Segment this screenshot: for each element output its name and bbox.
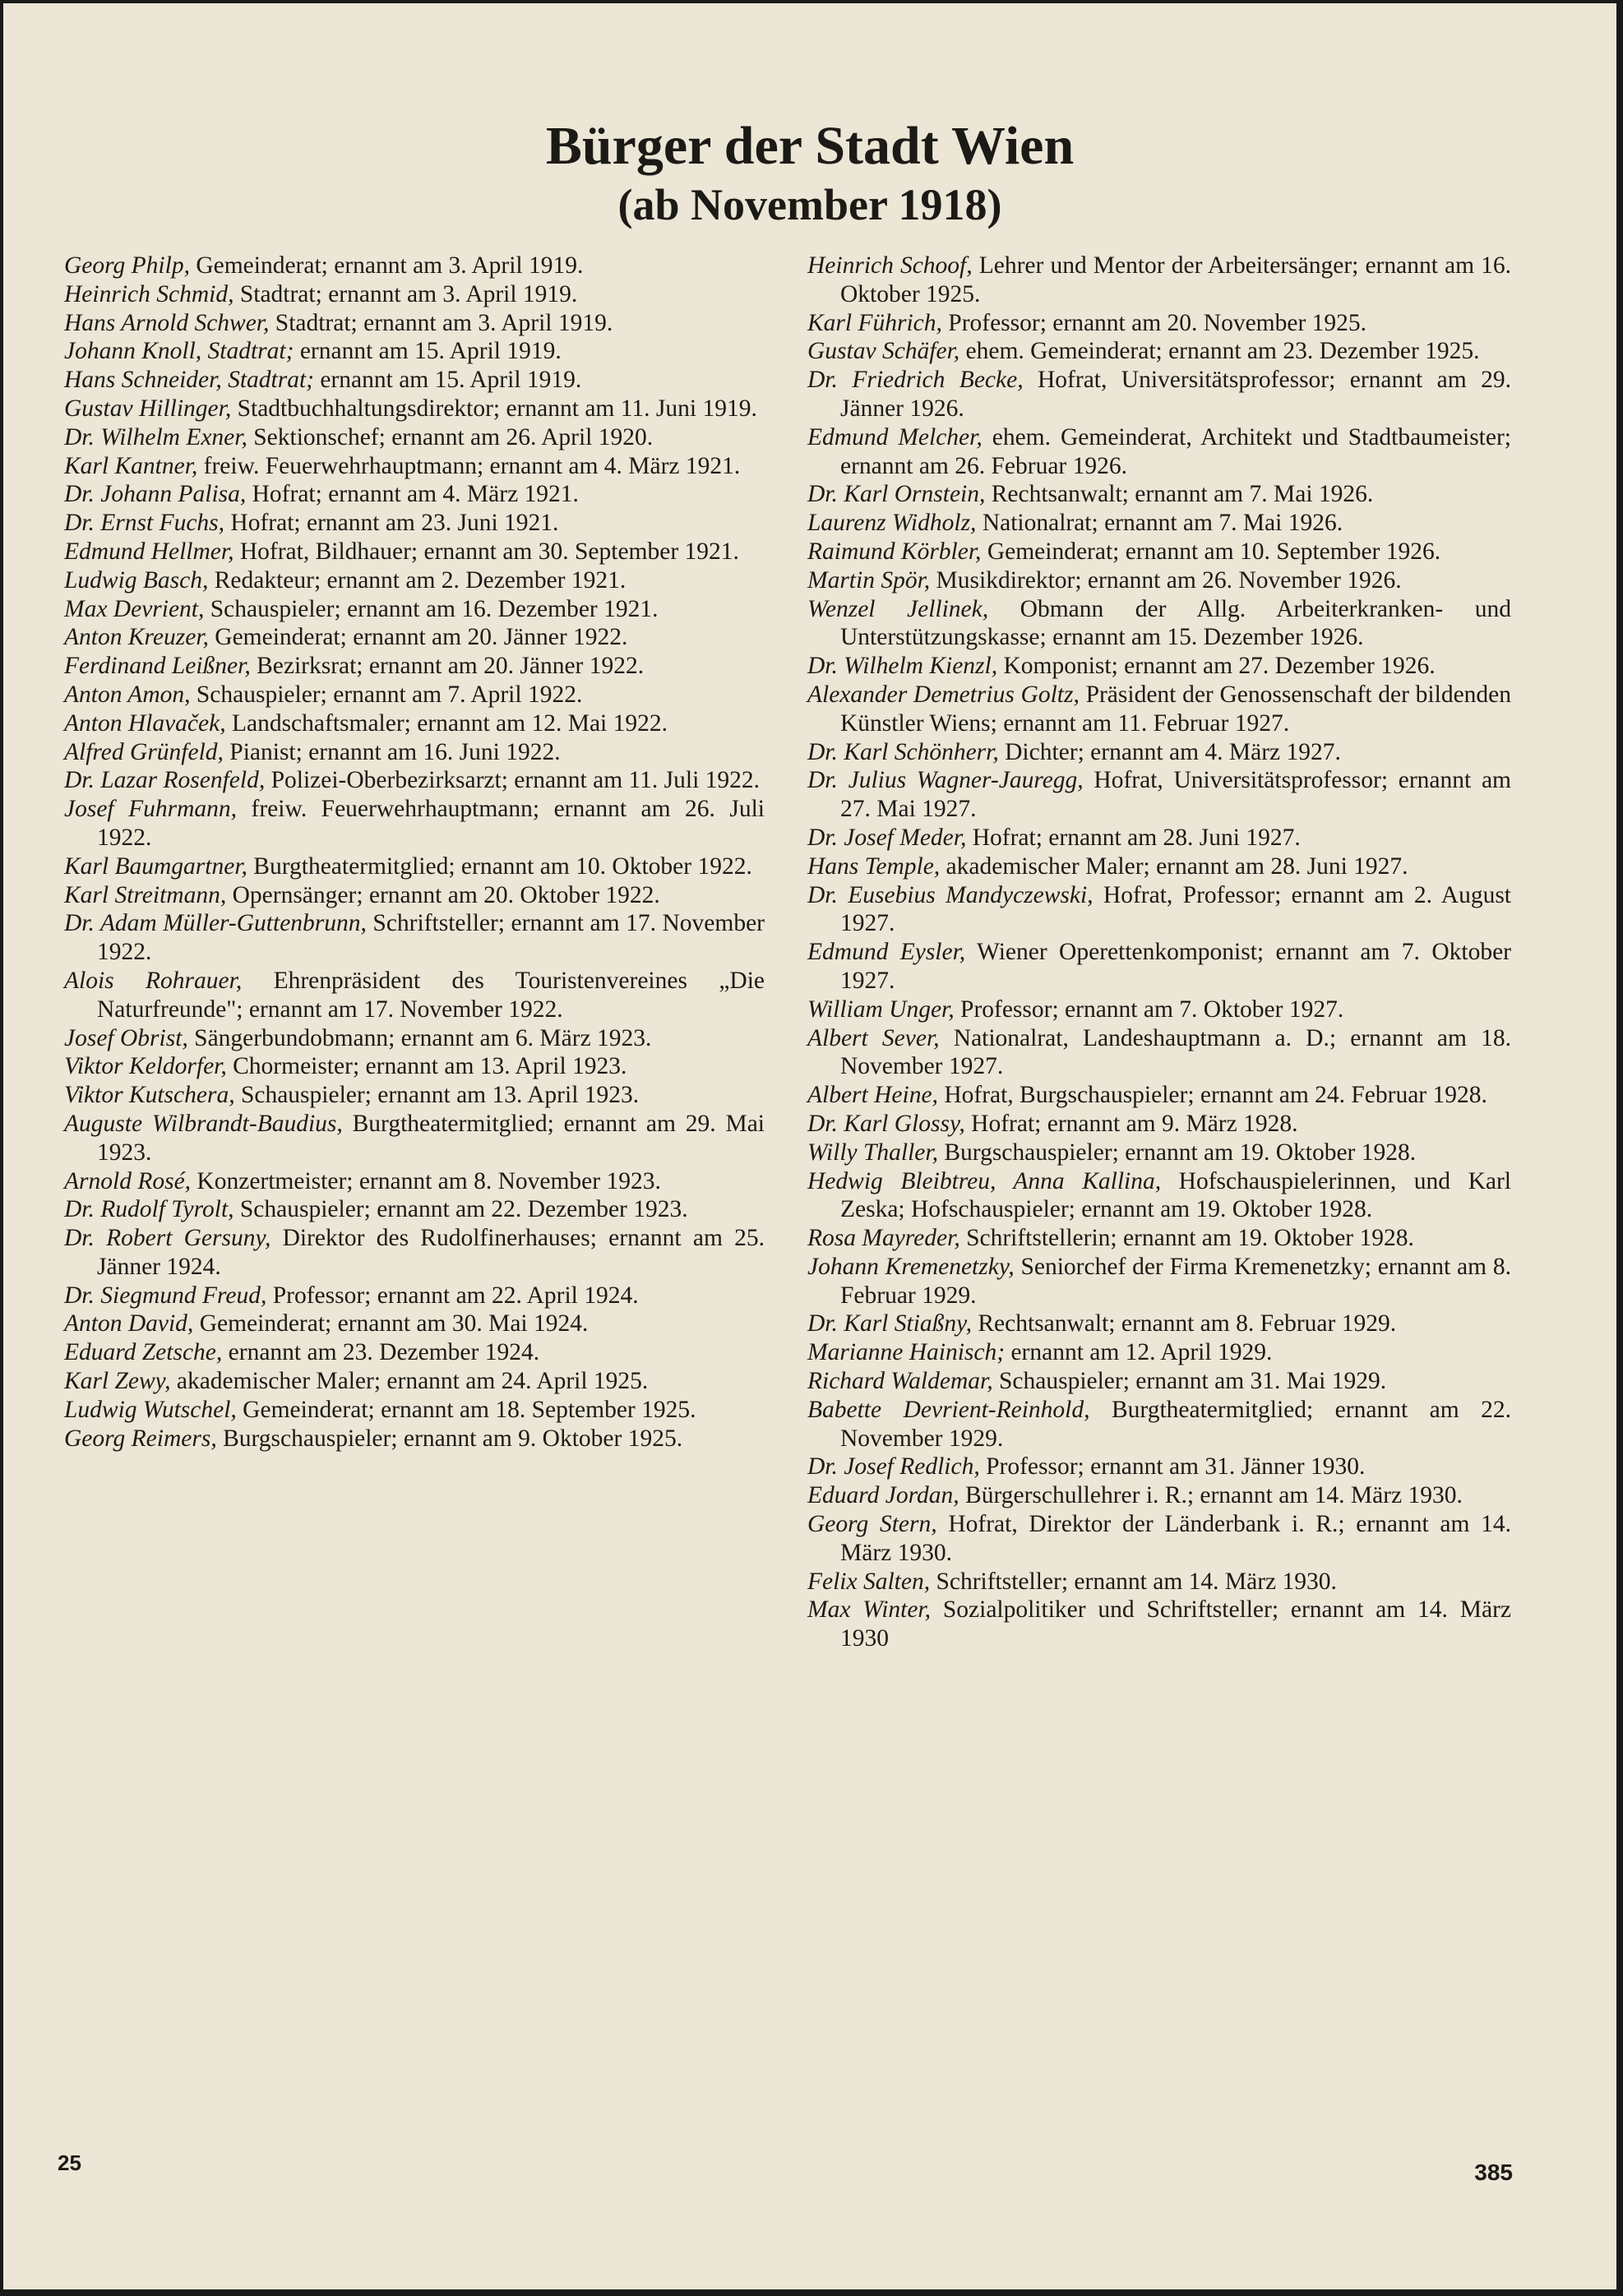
citizen-details: Burgschauspieler; ernannt am 19. Oktober 1928. [937, 1139, 1417, 1166]
list-item [807, 423, 1511, 481]
citizen-name: Dr. Adam Müller-Guttenbrunn, [64, 910, 367, 937]
citizen-details: Pianist; ernannt am 16. Juni 1922. [223, 738, 561, 765]
list-item [64, 1081, 765, 1110]
citizen-name: Alois Rohrauer, [64, 967, 243, 994]
citizen-details: freiw. Feuerwehrhauptmann; ernannt am 4. März 1921. [197, 452, 741, 479]
citizen-details: Schauspieler; ernannt am 13. April 1923. [234, 1082, 640, 1109]
citizen-name: Raimund Körbler, [807, 538, 982, 565]
citizen-name: Dr. Robert Gersuny, [64, 1225, 271, 1252]
citizen-name: Dr. Karl Ornstein, [807, 481, 986, 508]
citizen-name: Josef Fuhrmann, [64, 796, 238, 823]
list-item [64, 566, 765, 595]
citizen-details: Opernsänger; ernannt am 20. Oktober 1922. [226, 881, 660, 908]
list-item [64, 595, 765, 624]
citizen-name: Georg Philp, [64, 252, 190, 279]
citizen-details: Gemeinderat; ernannt am 3. April 1919. [189, 252, 584, 279]
citizen-name: Viktor Keldorfer, [64, 1053, 227, 1080]
citizen-details: akademischer Maler; ernannt am 28. Juni 1927. [940, 852, 1408, 880]
list-item [64, 252, 765, 280]
list-item [807, 652, 1511, 681]
citizen-details: Hofrat, Burgschauspieler; ernannt am 24. Februar 1928. [937, 1082, 1487, 1109]
citizen-details: akademischer Maler; ernannt am 24. April 1925. [170, 1368, 649, 1395]
list-item [64, 967, 765, 1024]
citizen-name: Dr. Wilhelm Kienzl, [807, 653, 998, 680]
citizen-name: Arnold Rosé, [64, 1167, 192, 1194]
citizen-name: Dr. Josef Redlich, [807, 1453, 980, 1481]
list-item [807, 480, 1511, 509]
citizen-name: Edmund Hellmer, [64, 538, 234, 565]
list-item [807, 766, 1511, 824]
citizen-name: Dr. Eusebius Mandyczewski, [807, 881, 1094, 908]
citizen-details: Musikdirektor; ernannt am 26. November 1926. [930, 566, 1402, 594]
list-item [64, 1310, 765, 1338]
list-item [807, 1568, 1511, 1596]
citizen-name: Gustav Schäfer, [807, 338, 960, 365]
citizen-name: Hedwig Bleibtreu, Anna Kallina, [807, 1167, 1162, 1194]
citizen-name: William Unger, [807, 996, 955, 1023]
list-item [64, 1024, 765, 1053]
list-item [64, 1167, 765, 1196]
citizen-name: Alfred Grünfeld, [64, 738, 224, 765]
list-item [64, 1110, 765, 1167]
citizen-details: Sozialpolitiker und Schriftsteller; ernannt am 14. März 1930 [840, 1596, 1511, 1652]
citizen-details: ehem. Gemeinderat; ernannt am 23. Dezember 1925. [959, 338, 1480, 365]
list-item [64, 423, 765, 452]
list-item [64, 681, 765, 709]
list-item [64, 1367, 765, 1396]
list-item [807, 1453, 1511, 1481]
citizen-name: Alexander Demetrius Goltz, [807, 681, 1080, 708]
citizen-details: Direktor des Rudolfinerhauses; ernannt am 25. Jänner 1924. [97, 1225, 765, 1280]
list-item [807, 1396, 1511, 1453]
citizen-details: Bezirksrat; ernannt am 20. Jänner 1922. [250, 653, 645, 680]
list-item [64, 337, 765, 366]
citizen-name: Hans Arnold Schwer, [64, 309, 270, 336]
list-item [807, 1167, 1511, 1225]
citizen-details: Schauspieler; ernannt am 31. Mai 1929. [992, 1368, 1387, 1395]
citizen-details: Gemeinderat; ernannt am 10. September 1926. [981, 538, 1441, 565]
citizen-name: Dr. Siegmund Freud, [64, 1282, 267, 1309]
citizen-details: Stadtbuchhaltungsdirektor; ernannt am 11. Juni 1919. [231, 395, 757, 422]
citizen-name: Viktor Kutschera, [64, 1082, 235, 1109]
list-item [807, 1338, 1511, 1367]
citizen-details: Redakteur; ernannt am 2. Dezember 1921. [208, 566, 627, 594]
citizen-name: Felix Salten, [807, 1568, 931, 1595]
citizen-name: Albert Sever, [807, 1024, 940, 1051]
list-item [64, 852, 765, 881]
left-column [64, 252, 765, 1453]
citizen-details: Sängerbundobmann; ernannt am 6. März 1923. [187, 1024, 652, 1051]
citizen-name: Heinrich Schmid, [64, 280, 234, 307]
list-item [807, 852, 1511, 881]
citizen-details: Schriftsteller; ernannt am 14. März 1930. [930, 1568, 1337, 1595]
citizen-name: Richard Waldemar, [807, 1368, 993, 1395]
citizen-name: Anton Hlavaček, [64, 709, 226, 737]
citizen-name: Gustav Hillinger, [64, 395, 232, 422]
citizen-details: Stadtrat; ernannt am 3. April 1919. [234, 280, 578, 307]
citizen-details: Schriftsteller; ernannt am 17. November 1922. [97, 910, 765, 966]
list-item [807, 1596, 1511, 1653]
citizen-name: Ludwig Basch, [64, 566, 209, 594]
citizen-name: Karl Streitmann, [64, 881, 227, 908]
list-item [807, 996, 1511, 1024]
citizen-name: Karl Führich, [807, 309, 942, 336]
citizen-details: Hofrat; ernannt am 9. März 1928. [964, 1110, 1298, 1137]
list-item [807, 1481, 1511, 1510]
list-item [64, 1338, 765, 1367]
list-item [64, 395, 765, 423]
title-block [3, 115, 1616, 232]
citizen-name: Dr. Karl Stiaßny, [807, 1310, 972, 1337]
page-number-left: 25 [58, 2150, 81, 2175]
citizen-name: Dr. Karl Glossy, [807, 1110, 965, 1137]
list-item [64, 366, 765, 395]
citizen-name: Dr. Wilhelm Exner, [64, 423, 247, 450]
citizen-details: Komponist; ernannt am 27. Dezember 1926. [997, 653, 1436, 680]
citizen-details: Hofschauspielerinnen, und Karl Zeska; Hofschauspieler; ernannt am 19. Oktober 1928. [840, 1167, 1511, 1223]
citizen-name: Eduard Zetsche, [64, 1339, 223, 1366]
citizen-details: ehem. Gemeinderat, Architekt und Stadtbaumeister; ernannt am 26. Februar 1926. [840, 423, 1511, 479]
citizen-name: Max Winter, [807, 1596, 932, 1624]
citizen-name: Ferdinand Leißner, [64, 653, 251, 680]
citizen-details: ernannt am 15. April 1919. [294, 338, 562, 365]
citizen-name: Karl Zewy, [64, 1368, 171, 1395]
citizen-details: Professor; ernannt am 22. April 1924. [266, 1282, 639, 1309]
citizen-name: Johann Kremenetzky, [807, 1253, 1015, 1280]
citizen-name: Edmund Melcher, [807, 423, 983, 450]
list-item [64, 709, 765, 738]
list-item [807, 1110, 1511, 1139]
citizen-name: Anton Kreuzer, [64, 624, 209, 651]
list-item [64, 795, 765, 852]
citizen-name: Auguste Wilbrandt-Baudius, [64, 1110, 343, 1137]
citizen-details: Gemeinderat; ernannt am 18. September 1925. [236, 1396, 696, 1423]
list-item [807, 595, 1511, 653]
citizen-details: Rechtsanwalt; ernannt am 8. Februar 1929. [971, 1310, 1397, 1337]
citizen-name: Martin Spör, [807, 566, 931, 594]
list-item [64, 766, 765, 795]
citizen-name: Dr. Ernst Fuchs, [64, 510, 225, 537]
citizen-name: Ludwig Wutschel, [64, 1396, 237, 1423]
citizen-details: Schriftstellerin; ernannt am 19. Oktober 1928. [959, 1225, 1414, 1252]
citizen-details: Chormeister; ernannt am 13. April 1923. [226, 1053, 627, 1080]
list-item [64, 881, 765, 910]
list-item [807, 1224, 1511, 1253]
citizen-details: Burgtheatermitglied; ernannt am 22. November 1929. [840, 1396, 1512, 1452]
citizen-details: Hofrat; ernannt am 28. Juni 1927. [966, 824, 1301, 851]
citizen-details: Ehrenpräsident des Touristenvereines „Die Naturfreunde"; ernannt am 17. November 1922. [97, 967, 765, 1023]
citizen-name: Heinrich Schoof, [807, 252, 973, 279]
page-title: Bürger der Stadt Wien [545, 116, 1075, 176]
citizen-details: Wiener Operettenkomponist; ernannt am 7. Oktober 1927. [840, 939, 1511, 994]
citizen-name: Johann Knoll, Stadtrat; [64, 338, 294, 365]
list-item [807, 337, 1511, 366]
citizen-name: Albert Heine, [807, 1082, 938, 1109]
citizen-details: Bürgerschullehrer i. R.; ernannt am 14. März 1930. [959, 1482, 1463, 1509]
citizen-details: ernannt am 15. April 1919. [314, 367, 582, 394]
citizen-name: Hans Temple, [807, 852, 941, 880]
citizen-name: Dr. Julius Wagner-Jauregg, [807, 767, 1084, 794]
citizen-details: Hofrat; ernannt am 23. Juni 1921. [224, 510, 559, 537]
list-item [807, 509, 1511, 538]
citizen-name: Dr. Karl Schönherr, [807, 738, 999, 765]
citizen-name: Dr. Friedrich Becke, [807, 367, 1024, 394]
list-item [64, 509, 765, 538]
citizen-details: Hofrat, Universitätsprofessor; ernannt am 29. Jänner 1926. [840, 367, 1511, 422]
citizen-details: ernannt am 12. April 1929. [1005, 1339, 1273, 1366]
citizen-details: freiw. Feuerwehrhauptmann; ernannt am 26. Juli 1922. [97, 796, 765, 851]
citizen-name: Marianne Hainisch; [807, 1339, 1006, 1366]
citizen-details: Rechtsanwalt; ernannt am 7. Mai 1926. [985, 481, 1374, 508]
document-page [3, 3, 1616, 2289]
citizen-details: Dichter; ernannt am 4. März 1927. [998, 738, 1341, 765]
citizen-name: Babette Devrient-Reinhold, [807, 1396, 1090, 1423]
list-item [807, 1081, 1511, 1110]
citizen-name: Anton Amon, [64, 681, 191, 708]
citizen-details: Hofrat, Universitätsprofessor; ernannt am 27. Mai 1927. [840, 767, 1511, 823]
citizen-name: Wenzel Jellinek, [807, 595, 989, 622]
list-item [807, 938, 1511, 996]
list-item [64, 480, 765, 509]
citizen-name: Dr. Josef Meder, [807, 824, 967, 851]
list-item [64, 452, 765, 481]
citizen-name: Edmund Eysler, [807, 939, 966, 966]
citizen-name: Eduard Jordan, [807, 1482, 959, 1509]
citizen-name: Dr. Rudolf Tyrolt, [64, 1196, 234, 1223]
list-item [64, 280, 765, 309]
citizen-name: Rosa Mayreder, [807, 1225, 960, 1252]
citizen-name: Georg Reimers, [64, 1425, 217, 1452]
citizen-details: Burgtheatermitglied; ernannt am 10. Oktober 1922. [247, 852, 752, 880]
citizen-name: Dr. Johann Palisa, [64, 481, 247, 508]
citizen-details: Burgtheatermitglied; ernannt am 29. Mai 1923. [97, 1110, 765, 1166]
list-item [807, 1024, 1511, 1082]
citizen-details: Burgschauspieler; ernannt am 9. Oktober 1925. [216, 1425, 683, 1452]
citizen-name: Hans Schneider, Stadtrat; [64, 367, 314, 394]
citizen-details: Landschaftsmaler; ernannt am 12. Mai 1922. [225, 709, 668, 737]
list-item [807, 1367, 1511, 1396]
list-item [807, 366, 1511, 423]
citizen-details: Hofrat; ernannt am 4. März 1921. [246, 481, 579, 508]
list-item [807, 538, 1511, 566]
citizen-name: Josef Obrist, [64, 1024, 188, 1051]
citizen-details: Professor; ernannt am 31. Jänner 1930. [979, 1453, 1366, 1481]
citizen-details: Professor; ernannt am 20. November 1925. [941, 309, 1367, 336]
list-item [807, 1510, 1511, 1568]
right-column [807, 252, 1511, 1653]
list-item [807, 1310, 1511, 1338]
citizen-details: Polizei-Oberbezirksarzt; ernannt am 11. Juli 1922. [265, 767, 761, 794]
citizen-details: Schauspieler; ernannt am 7. April 1922. [190, 681, 583, 708]
citizen-details: Gemeinderat; ernannt am 30. Mai 1924. [193, 1310, 589, 1337]
list-item [807, 252, 1511, 309]
citizen-details: Nationalrat; ernannt am 7. Mai 1926. [976, 510, 1343, 537]
list-item [64, 1396, 765, 1425]
list-item [807, 681, 1511, 738]
citizen-details: Hofrat, Professor; ernannt am 2. August 1927. [840, 881, 1511, 937]
list-item [64, 1224, 765, 1282]
citizen-details: Schauspieler; ernannt am 22. Dezember 1923. [234, 1196, 688, 1223]
list-item [64, 738, 765, 767]
list-item [64, 1052, 765, 1081]
list-item [807, 1139, 1511, 1167]
list-item [807, 881, 1511, 939]
citizen-details: Lehrer und Mentor der Arbeitersänger; ernannt am 16. Oktober 1925. [840, 252, 1512, 307]
citizen-details: Hofrat, Direktor der Länderbank i. R.; ernannt am 14. März 1930. [840, 1511, 1511, 1566]
citizen-name: Laurenz Widholz, [807, 510, 977, 537]
list-item [64, 309, 765, 338]
citizen-name: Georg Stern, [807, 1511, 937, 1538]
citizen-details: Präsident der Genossenschaft der bildenden Künstler Wiens; ernannt am 11. Februar 1927. [840, 681, 1512, 737]
citizen-name: Karl Baumgartner, [64, 852, 247, 880]
list-item [807, 566, 1511, 595]
list-item [64, 909, 765, 967]
list-item [64, 538, 765, 566]
list-item [64, 1425, 765, 1453]
citizen-details: ernannt am 23. Dezember 1924. [222, 1339, 540, 1366]
citizen-details: Gemeinderat; ernannt am 20. Jänner 1922. [208, 624, 628, 651]
citizen-details: Sektionschef; ernannt am 26. April 1920. [247, 423, 654, 450]
citizen-name: Karl Kantner, [64, 452, 198, 479]
citizen-details: Hofrat, Bildhauer; ernannt am 30. September 1921. [234, 538, 739, 565]
list-item [64, 1282, 765, 1310]
citizen-details: Stadtrat; ernannt am 3. April 1919. [269, 309, 613, 336]
citizen-details: Konzertmeister; ernannt am 8. November 1923. [191, 1167, 661, 1194]
list-item [64, 1195, 765, 1224]
citizen-details: Seniorchef der Firma Kremenetzky; ernannt am 8. Februar 1929. [840, 1253, 1511, 1309]
list-item [807, 738, 1511, 767]
citizen-name: Max Devrient, [64, 595, 205, 622]
citizen-name: Anton David, [64, 1310, 194, 1337]
page-subtitle: (ab November 1918) [617, 180, 1002, 229]
list-item [64, 623, 765, 652]
list-item [807, 824, 1511, 852]
citizen-name: Dr. Lazar Rosenfeld, [64, 767, 266, 794]
list-item [64, 652, 765, 681]
citizen-details: Obmann der Allg. Arbeiterkranken- und Unterstützungskasse; ernannt am 15. Dezember 1926. [840, 595, 1511, 651]
list-item [807, 309, 1511, 338]
citizen-name: Willy Thaller, [807, 1139, 938, 1166]
page-number-right: 385 [1474, 2160, 1513, 2185]
list-item [807, 1253, 1511, 1310]
citizen-details: Schauspieler; ernannt am 16. Dezember 1921. [204, 595, 659, 622]
citizen-details: Nationalrat, Landeshauptmann a. D.; ernannt am 18. November 1927. [840, 1024, 1511, 1080]
citizen-details: Professor; ernannt am 7. Oktober 1927. [954, 996, 1344, 1023]
